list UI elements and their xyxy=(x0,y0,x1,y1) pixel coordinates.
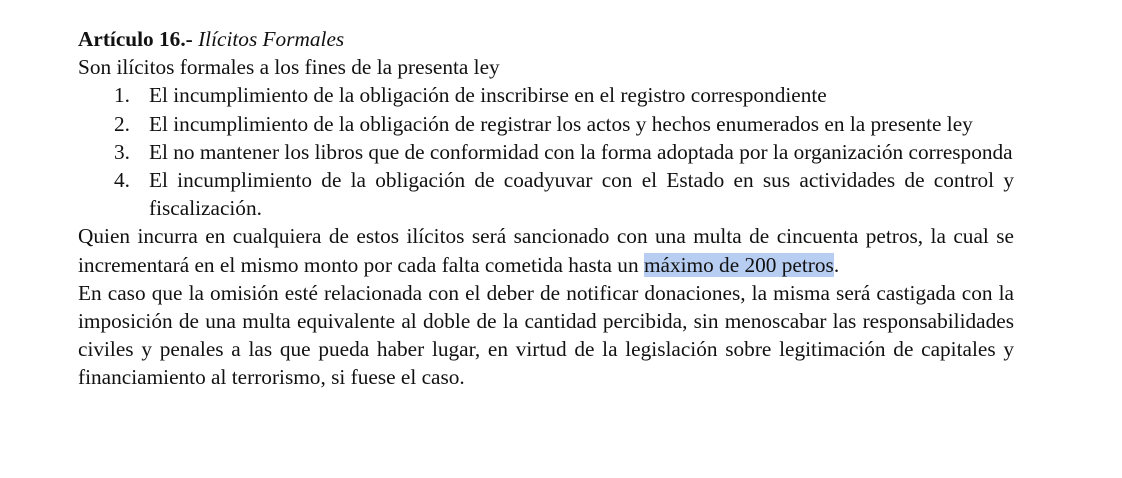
penalty-paragraph xyxy=(78,222,1014,278)
offense-item-1 xyxy=(114,81,1014,109)
article-label: Artículo 16.- xyxy=(78,27,193,51)
donations-paragraph: En caso que la omisión esté relacionada con el deber de notificar donaciones, la misma será castigada con la imposición de una multa equivalente al doble de la cantidad percibida, sin menoscabar las responsabilidades civiles y penales a las que pueda haber lugar, en virtud de la legislación sobre legitimación de capitales y financiamiento al terrorismo, si fuese el caso. xyxy=(78,280,1014,390)
offense-list xyxy=(78,81,1014,222)
selected-text-highlight[interactable]: máximo de 200 petros xyxy=(643,252,834,277)
article-heading xyxy=(78,25,1014,53)
document-body xyxy=(78,25,1014,392)
offense-item-3 xyxy=(114,138,1014,166)
offense-text: El incumplimiento de la obligación de coadyuvar con el Estado en sus actividades de control y fiscalización. xyxy=(149,168,1014,221)
offense-text: El incumplimiento de la obligación de registrar los actos y hechos enumerados en la presente ley xyxy=(149,111,973,136)
penalty-end: . xyxy=(833,252,840,277)
offense-number: 2. xyxy=(114,111,130,136)
offense-number: 4. xyxy=(114,168,130,193)
offense-number: 3. xyxy=(114,139,130,164)
penalty-text: Quien incurra en cualquiera de estos ilícitos será sancionado con una multa de cincuenta petros, la cual se incrementará en el mismo monto por cada falta cometida hasta un xyxy=(78,224,1014,277)
next-heading-fragment xyxy=(490,474,610,478)
offense-number: 1. xyxy=(114,83,130,108)
offense-item-2 xyxy=(114,110,1014,138)
offense-text: El incumplimiento de la obligación de inscribirse en el registro correspondiente xyxy=(149,83,827,108)
offense-item-4 xyxy=(114,166,1014,222)
offense-text: El no mantener los libros que de conformidad con la forma adoptada por la organización corresponda xyxy=(149,139,1013,164)
article-intro: Son ilícitos formales a los fines de la presenta ley xyxy=(78,55,500,80)
article-title: Ilícitos Formales xyxy=(198,27,345,51)
